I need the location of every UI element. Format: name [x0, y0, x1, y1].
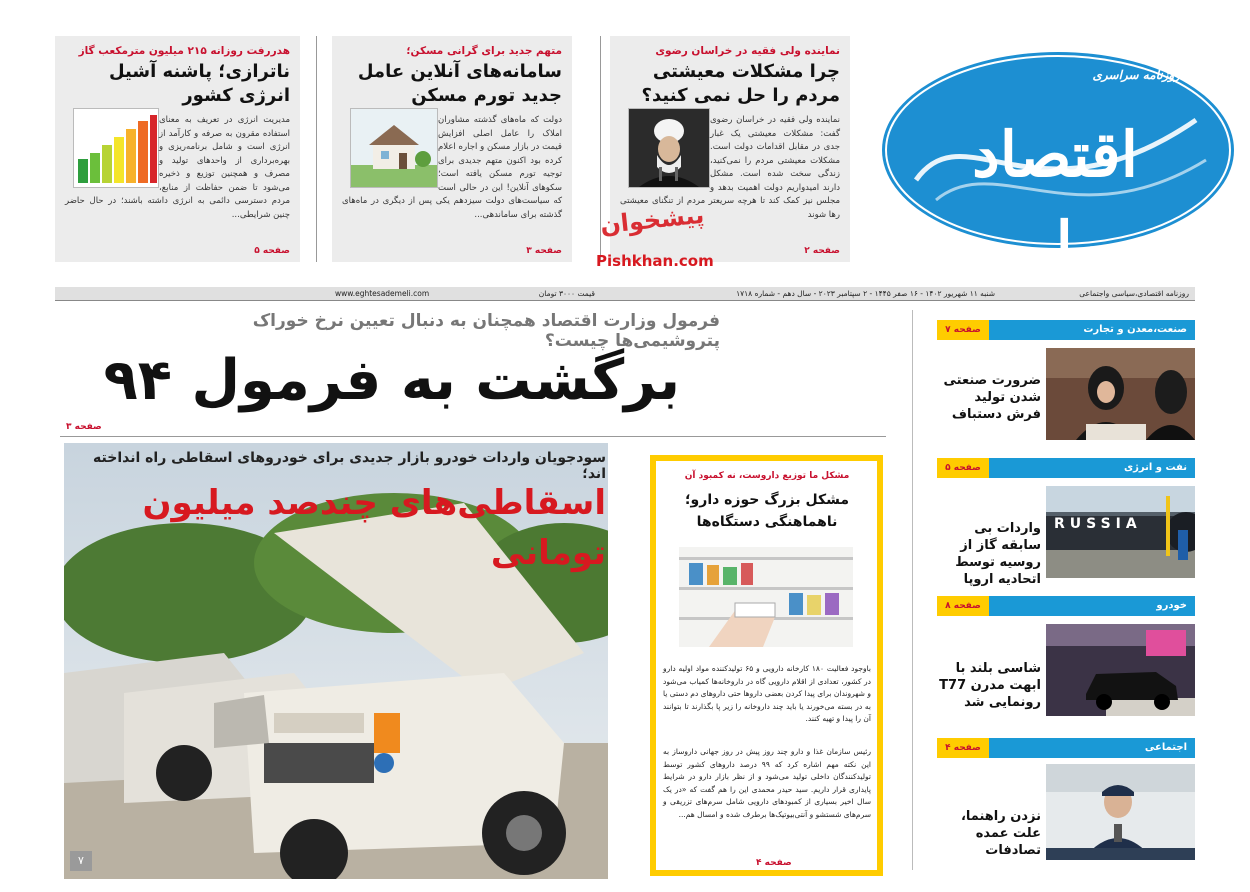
section-label: خودرو: [1156, 600, 1187, 611]
photo-kicker: سودجویان واردات خودرو بازار جدیدی برای خودروهای اسقاطی راه انداخته اند؛: [93, 450, 606, 482]
masthead: [876, 30, 1240, 281]
top-story-2-headline[interactable]: سامانه‌های آنلاین عامل جدید تورم مسکن: [357, 61, 562, 106]
section-label: صنعت،معدن و تجارت: [1083, 324, 1187, 335]
top-story-1-headline[interactable]: چرا مشکلات معیشتی مردم را حل نمی کنید؟: [641, 61, 840, 106]
masthead-subtitle: روزنامه سراسری: [1092, 68, 1180, 82]
top-story-1-kicker: نماینده ولی فقیه در خراسان رضوی: [655, 45, 840, 57]
divider: [316, 36, 317, 262]
strip-website[interactable]: www.eghtesademeli.com: [335, 289, 430, 298]
watermark-url[interactable]: Pishkhan.com: [596, 252, 714, 270]
top-story-3-headline[interactable]: ناترازی؛ پاشنه آشیل انرژی کشور: [108, 61, 290, 106]
top-story-3-kicker: هدررفت روزانه ۲۱۵ میلیون مترمکعب گاز: [78, 45, 290, 57]
women-meeting-photo: [1046, 348, 1195, 440]
sidebar-section-social[interactable]: [937, 738, 1195, 758]
main-kicker: فرمول وزارت اقتصاد همچنان به دنبال تعیین نرخ خوراک پتروشیمی‌ها چیست؟: [252, 311, 720, 351]
drug-story-body-1: باوجود فعالیت ۱۸۰ کارخانه دارویی و ۶۵ تولیدکننده مواد اولیه دارو در کشور، تعدادی از اقلام دارویی گاه در داروخانه‌ها کمیاب می‌شود و شهروندان برای پیدا کردن بعضی داروها حتی داروهای دم دستی یا به در بسته می‌خورند یا باید چند داروخانه را زیر پا بگذارند تا بتوانند آن را پیدا و تهیه کنند.: [663, 664, 872, 723]
pharmacy-photo: [679, 547, 853, 647]
section-page[interactable]: صفحه ۴: [937, 738, 989, 758]
info-strip: [55, 287, 1195, 301]
top-story-3[interactable]: [55, 36, 300, 262]
sidebar-headline-industry[interactable]: ضرورت صنعتی شدن تولید فرش دستباف: [943, 373, 1041, 422]
section-page[interactable]: صفحه ۵: [937, 458, 989, 478]
sidebar-section-industry[interactable]: [937, 320, 1195, 340]
divider: [912, 310, 913, 870]
police-officer-photo: [1046, 764, 1195, 860]
watermark-brand: پیشخوان: [598, 200, 706, 240]
section-page[interactable]: صفحه ۸: [937, 596, 989, 616]
drug-story-kicker: مشکل ما توزیع داروست، نه کمبود آن: [684, 471, 850, 481]
sidebar-headline-auto[interactable]: شاسی بلند با ابهت مدرن T77 رونمایی شد: [939, 661, 1041, 710]
strip-date: شنبه ۱۱ شهریور ۱۴۰۲ - ۱۶ صفر ۱۴۴۵ - ۲ سپتامبر ۲۰۲۳ - سال دهم - شماره ۱۷۱۸: [736, 289, 995, 298]
suv-car-photo: [1046, 624, 1195, 716]
sidebar-headline-oil[interactable]: واردات بی سابقه گاز از روسیه توسط اتحادیه اروپا: [955, 521, 1041, 587]
top-story-1-body: نماینده ولی فقیه در خراسان رضوی گفت: مشکلات معیشتی یک غبار جدی در مقابل اقدامات دولت است. مشکلات معیشتی مردم را نمی‌کنید، زندگی سخت شده است. مشکل دارند امیدواریم دولت اهمیت بدهد و مجلس نیز کمک کند تا هرچه سریعتر مردم از تنگنای معیشتی رها شوند: [620, 115, 840, 220]
energy-chart-graphic: [73, 108, 159, 188]
main-story-page[interactable]: صفحه ۳: [66, 422, 102, 432]
divider: [60, 436, 886, 437]
section-label: نفت و انرژی: [1123, 462, 1187, 473]
top-story-2-page[interactable]: صفحه ۳: [526, 246, 562, 256]
strip-price: قیمت ۳۰۰۰ تومان: [538, 289, 595, 298]
sidebar-section-auto[interactable]: [937, 596, 1195, 616]
drug-story-body-2: رئیس سازمان غذا و دارو چند روز پیش در روز جهانی داروساز به این نکته مهم اشاره کرد که ۹۹ درصد داروهای کشور توسط تولیدکنندگان داخلی تولید می‌شود و از نظر بازار دارو در شرایط پایداری قرار داریم. سید حیدر محمدی این را هم گفت که «در یک سال اخیر بسیاری از کمبودهای دارویی شامل سرم‌های تزریقی و سرم‌های شستشو و آنتی‌بیوتیک‌ها برطرف شده و امسال هم...: [663, 747, 871, 819]
gas-pipeline-photo: [1046, 486, 1195, 578]
top-story-1-page[interactable]: صفحه ۲: [804, 246, 840, 256]
house-photo: [350, 108, 438, 188]
masthead-title: اقتصاد ملی: [972, 118, 1138, 281]
cleric-photo: [628, 108, 710, 188]
sidebar-section-oil[interactable]: [937, 458, 1195, 478]
top-story-2[interactable]: [332, 36, 572, 262]
main-headline[interactable]: برگشت به فرمول ۹۴: [103, 348, 680, 413]
photo-headline[interactable]: اسقاطی‌های چندصد میلیون تومانی: [142, 483, 606, 573]
section-page[interactable]: صفحه ۷: [937, 320, 989, 340]
top-story-2-kicker: متهم جدید برای گرانی مسکن؛: [406, 45, 562, 57]
section-label: اجتماعی: [1144, 742, 1187, 753]
drug-story-box[interactable]: [650, 455, 883, 876]
pipeline-label: RUSSIA: [1054, 516, 1142, 532]
drug-story-headline[interactable]: مشکل بزرگ حوزه دارو؛ ناهماهنگی دستگاه‌ها: [684, 492, 850, 530]
sidebar-headline-social[interactable]: نزدن راهنما، علت عمده تصادفات: [960, 809, 1041, 858]
photo-page[interactable]: ۷: [70, 851, 92, 871]
top-story-2-body: دولت که ماه‌های گذشته مشاوران املاک را عامل اصلی افزایش قیمت در بازار مسکن و اجاره اعلام کرده بود اکنون متهم جدیدی برای توجیه تورم مسکن یافته است؛ سکوهای آنلاین! این در حالی است که سیاست‌های دولت سیزدهم یکی پس از دیگری در ماه‌های گذشته برای ساماندهی...: [342, 115, 562, 220]
drug-story-page[interactable]: صفحه ۴: [756, 858, 792, 868]
strip-section: روزنامه اقتصادی،سیاسی واجتماعی: [1079, 289, 1189, 298]
top-story-3-page[interactable]: صفحه ۵: [254, 246, 290, 256]
top-story-3-body: مدیریت انرژی در تعریف به معنای استفاده مقرون به صرفه و کارآمد از انرژی است و شامل برنامه‌ریزی و بهره‌برداری از واحدهای تولید و مصرف و همچنین توزیع و ذخیره می‌شود تا ضمن حفاظت از منابع، مردم دسترسی دائمی به انرژی داشته باشند؛ در حال حاضر چنین شرایطی...: [65, 115, 290, 220]
